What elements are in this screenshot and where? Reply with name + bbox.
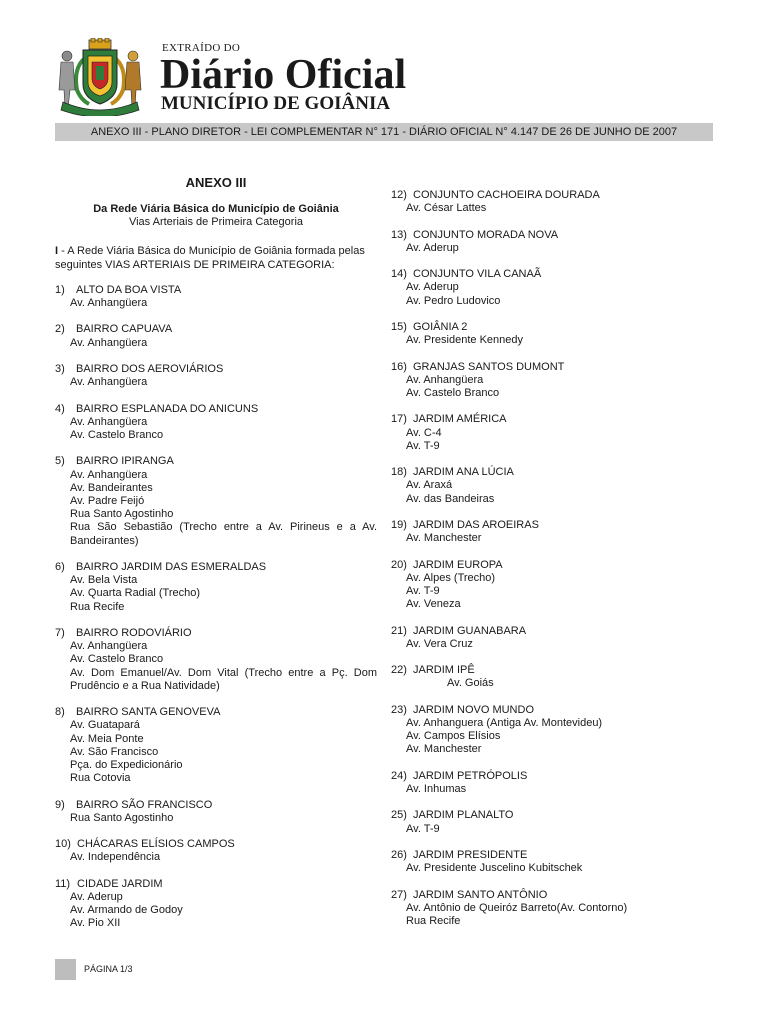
neighborhood-section xyxy=(391,770,713,796)
neighborhood-name: BAIRRO RODOVIÁRIO xyxy=(76,627,192,639)
neighborhood-section xyxy=(391,889,713,929)
neighborhood-section xyxy=(55,878,377,931)
street-name: Av. C-4 xyxy=(406,426,442,439)
street-name: Pça. do Expedicionário xyxy=(70,759,183,772)
section-number: 26) xyxy=(391,848,407,861)
neighborhood-name: JARDIM PETRÓPOLIS xyxy=(413,769,528,782)
section-heading xyxy=(55,363,377,376)
neighborhood-name: JARDIM GUANABARA xyxy=(413,624,527,637)
street-name: Av. Manchester xyxy=(406,743,482,756)
street-name: Av. Pedro Ludovico xyxy=(406,294,501,307)
neighborhood-section xyxy=(55,799,377,825)
section-number: 20) xyxy=(391,558,407,571)
street-name: Av. Alpes (Trecho) xyxy=(406,571,496,584)
neighborhood-section xyxy=(391,413,713,453)
section-number: 14) xyxy=(391,268,407,281)
page-marker-box xyxy=(55,959,76,980)
section-number: 3) xyxy=(55,363,65,375)
neighborhood-name: CONJUNTO MORADA NOVA xyxy=(413,228,559,241)
street-name: Av. São Francisco xyxy=(70,745,159,758)
street-name: Av. T-9 xyxy=(406,439,440,452)
street-name: Av. Veneza xyxy=(406,598,461,611)
neighborhood-section xyxy=(391,809,713,835)
section-heading xyxy=(391,466,713,479)
section-number: 8) xyxy=(55,706,65,719)
neighborhood-section xyxy=(55,561,377,614)
section-heading xyxy=(55,455,377,468)
section-heading xyxy=(55,706,377,719)
street-name: Av. Anhangüera xyxy=(70,640,148,653)
neighborhood-name: JARDIM NOVO MUNDO xyxy=(413,703,534,716)
section-number: 17) xyxy=(391,413,407,426)
neighborhood-section xyxy=(391,849,713,875)
section-number: 1) xyxy=(55,283,65,296)
neighborhood-name: CHÁCARAS ELÍSIOS CAMPOS xyxy=(77,838,235,851)
street-name: Av. Campos Elísios xyxy=(406,730,501,743)
street-name: Av. Anhangüera xyxy=(70,297,148,310)
section-number: 11) xyxy=(55,877,71,890)
section-heading xyxy=(55,799,377,812)
street-name: Av. Meia Ponte xyxy=(70,732,144,745)
header xyxy=(55,38,715,118)
section-heading xyxy=(55,878,377,891)
street-name: Av. Presidente Kennedy xyxy=(406,334,524,347)
street-name: Av. Independência xyxy=(70,851,161,864)
street-name: Rua Santo Agostinho xyxy=(70,508,174,521)
neighborhood-section xyxy=(391,664,713,690)
street-name: Av. Quarta Radial (Trecho) xyxy=(70,587,201,600)
street-name: Av. Presidente Juscelino Kubitschek xyxy=(406,862,583,875)
neighborhood-name: GOIÂNIA 2 xyxy=(413,320,468,333)
section-heading xyxy=(391,321,713,334)
section-number: 9) xyxy=(55,798,65,811)
neighborhood-section xyxy=(391,268,713,308)
neighborhood-name: BAIRRO CAPUAVA xyxy=(76,323,173,336)
street-name: Av. Bandeirantes xyxy=(70,481,153,494)
neighborhood-name: BAIRRO SANTA GENOVEVA xyxy=(76,706,221,719)
street-name: Rua Santo Agostinho xyxy=(70,811,174,824)
street-name: Rua Recife xyxy=(406,914,461,927)
publication-title: Diário Oficial xyxy=(160,52,407,98)
street-name: Av. Anhanguera (Antiga Av. Montevideu) xyxy=(406,716,603,729)
section-number: 15) xyxy=(391,320,407,333)
street-name: Av. Anhangüera xyxy=(70,415,148,428)
section-heading xyxy=(55,627,377,640)
street-name: Rua Cotovia xyxy=(70,772,131,785)
section-heading xyxy=(55,838,377,851)
section-heading xyxy=(55,323,377,336)
street-name: Av. T-9 xyxy=(406,822,440,835)
section-heading xyxy=(391,268,713,281)
neighborhood-name: BAIRRO ESPLANADA DO ANICUNS xyxy=(76,402,259,415)
section-number: 5) xyxy=(55,455,65,468)
street-name: Av. Armando de Godoy xyxy=(70,904,183,917)
section-heading xyxy=(391,809,713,822)
section-heading xyxy=(391,704,713,717)
section-heading xyxy=(391,361,713,374)
neighborhood-section xyxy=(391,466,713,506)
neighborhood-name: BAIRRO IPIRANGA xyxy=(76,455,174,468)
neighborhood-section xyxy=(55,403,377,443)
section-heading xyxy=(391,413,713,426)
street-name: Av. Aderup xyxy=(406,281,459,294)
section-heading xyxy=(391,559,713,572)
section-number: 12) xyxy=(391,189,407,201)
street-name: Av. Inhumas xyxy=(406,782,467,795)
neighborhood-name: JARDIM IPÊ xyxy=(413,664,475,677)
street-name: Rua São Sebastião (Trecho entre a Av. Pirineus e a Av. Bandeirantes) xyxy=(70,521,377,547)
section-number: 6) xyxy=(55,561,65,573)
section-number: 7) xyxy=(55,627,65,639)
neighborhood-name: CONJUNTO VILA CANAÃ xyxy=(413,268,542,281)
section-number: 24) xyxy=(391,769,407,782)
neighborhood-section xyxy=(55,363,377,389)
street-name: Av. Manchester xyxy=(406,532,482,545)
extracted-from-label: EXTRAÍDO DO xyxy=(162,42,241,54)
street-name: Av. Goiás xyxy=(447,677,494,690)
neighborhood-section xyxy=(391,321,713,347)
street-name: Av. Dom Emanuel/Av. Dom Vital (Trecho entre a Pç. Dom Prudêncio e a Rua Natividade) xyxy=(70,666,377,692)
section-heading xyxy=(391,189,713,202)
neighborhood-section xyxy=(55,284,377,310)
street-name: Av. Anhangüera xyxy=(70,376,148,389)
street-name: Av. T-9 xyxy=(406,584,440,597)
street-name: Av. Antônio de Queiróz Barreto(Av. Contorno) xyxy=(406,901,628,914)
section-number: 25) xyxy=(391,809,407,822)
street-name: Av. Castelo Branco xyxy=(406,386,500,399)
section-heading xyxy=(55,403,377,416)
neighborhood-name: BAIRRO SÃO FRANCISCO xyxy=(76,798,213,811)
neighborhood-name: JARDIM AMÉRICA xyxy=(413,413,507,426)
street-name: Av. Aderup xyxy=(70,891,123,903)
section-number: 18) xyxy=(391,466,407,479)
goiania-coat-of-arms-seal xyxy=(55,38,145,116)
section-heading xyxy=(391,889,713,902)
neighborhood-section xyxy=(55,706,377,785)
municipality-name: MUNICÍPIO DE GOIÂNIA xyxy=(161,93,391,114)
section-heading xyxy=(55,561,377,574)
section-heading xyxy=(391,770,713,783)
street-name: Av. Bela Vista xyxy=(70,574,138,587)
neighborhood-name: JARDIM PRESIDENTE xyxy=(413,848,528,861)
section-heading xyxy=(391,519,713,532)
street-name: Av. Pio XII xyxy=(70,917,121,930)
section-heading xyxy=(391,849,713,862)
neighborhood-name: BAIRRO DOS AEROVIÁRIOS xyxy=(76,363,224,375)
neighborhood-section xyxy=(391,229,713,255)
street-name: Av. Anhangüera xyxy=(70,336,148,349)
annex-title: ANEXO III xyxy=(185,175,247,190)
neighborhood-section xyxy=(391,625,713,651)
neighborhood-section xyxy=(55,838,377,864)
neighborhood-section xyxy=(55,323,377,349)
masthead xyxy=(160,42,406,114)
section-number: 21) xyxy=(391,624,407,637)
street-name: Rua Recife xyxy=(70,600,125,613)
street-name: Av. Castelo Branco xyxy=(70,653,164,666)
neighborhood-name: JARDIM PLANALTO xyxy=(413,809,514,822)
intro-paragraph xyxy=(55,245,377,271)
street-name: Av. Vera Cruz xyxy=(406,637,473,650)
neighborhood-name: JARDIM SANTO ANTÔNIO xyxy=(413,888,548,901)
section-number: 19) xyxy=(391,518,407,531)
street-name: Av. César Lattes xyxy=(406,202,487,215)
neighborhood-name: JARDIM DAS AROEIRAS xyxy=(413,518,539,531)
street-name: Av. Castelo Branco xyxy=(70,429,164,441)
neighborhood-section xyxy=(391,704,713,757)
neighborhood-name: GRANJAS SANTOS DUMONT xyxy=(413,360,565,373)
neighborhood-section xyxy=(55,455,377,547)
street-name: Av. Aderup xyxy=(406,241,459,254)
neighborhood-section xyxy=(55,627,377,693)
neighborhood-section xyxy=(391,559,713,612)
street-name: Av. Padre Feijó xyxy=(70,495,145,507)
section-number: 22) xyxy=(391,664,407,677)
section-number: 16) xyxy=(391,360,407,373)
section-number: 10) xyxy=(55,838,71,851)
street-name: Av. Anhangüera xyxy=(70,468,148,481)
street-name: Av. Guatapará xyxy=(70,719,140,732)
neighborhood-name: JARDIM ANA LÚCIA xyxy=(413,466,514,479)
section-number: 4) xyxy=(55,402,65,415)
intro-lead: I xyxy=(55,245,59,258)
neighborhood-name: JARDIM EUROPA xyxy=(413,558,503,571)
left-column xyxy=(55,175,377,944)
neighborhood-section xyxy=(391,361,713,401)
section-number: 2) xyxy=(55,323,65,336)
neighborhood-section xyxy=(391,519,713,545)
section-heading xyxy=(391,625,713,638)
section-heading xyxy=(55,284,377,297)
neighborhood-name: BAIRRO JARDIM DAS ESMERALDAS xyxy=(76,561,267,573)
neighborhood-section xyxy=(391,189,713,215)
section-heading xyxy=(391,229,713,242)
neighborhood-name: ALTO DA BOA VISTA xyxy=(76,283,182,296)
section-number: 23) xyxy=(391,703,407,716)
section-number: 13) xyxy=(391,228,407,241)
intro-title: Da Rede Viária Básica do Município de Goiânia xyxy=(93,203,339,215)
annex-banner: ANEXO III - PLANO DIRETOR - LEI COMPLEMENTAR N° 171 - DIÁRIO OFICIAL N° 4.147 DE 26 DE JUNHO DE 2007 xyxy=(55,123,713,141)
right-column xyxy=(391,189,713,941)
street-name: Av. Araxá xyxy=(406,479,453,492)
section-number: 27) xyxy=(391,888,407,901)
street-name: Av. Anhangüera xyxy=(406,373,484,386)
page-number: PÁGINA 1/3 xyxy=(84,964,133,974)
street-name: Av. das Bandeiras xyxy=(406,492,495,505)
section-heading xyxy=(391,664,713,677)
neighborhood-name: CIDADE JARDIM xyxy=(77,877,163,890)
neighborhood-name: CONJUNTO CACHOEIRA DOURADA xyxy=(413,189,600,201)
intro-subtitle: Vias Arteriais de Primeira Categoria xyxy=(128,216,304,229)
intro-text: - A Rede Viária Básica do Município de Goiânia formada pelas seguintes VIAS ARTERIAIS DE PRIMEIRA CATEGORIA: xyxy=(55,245,365,271)
